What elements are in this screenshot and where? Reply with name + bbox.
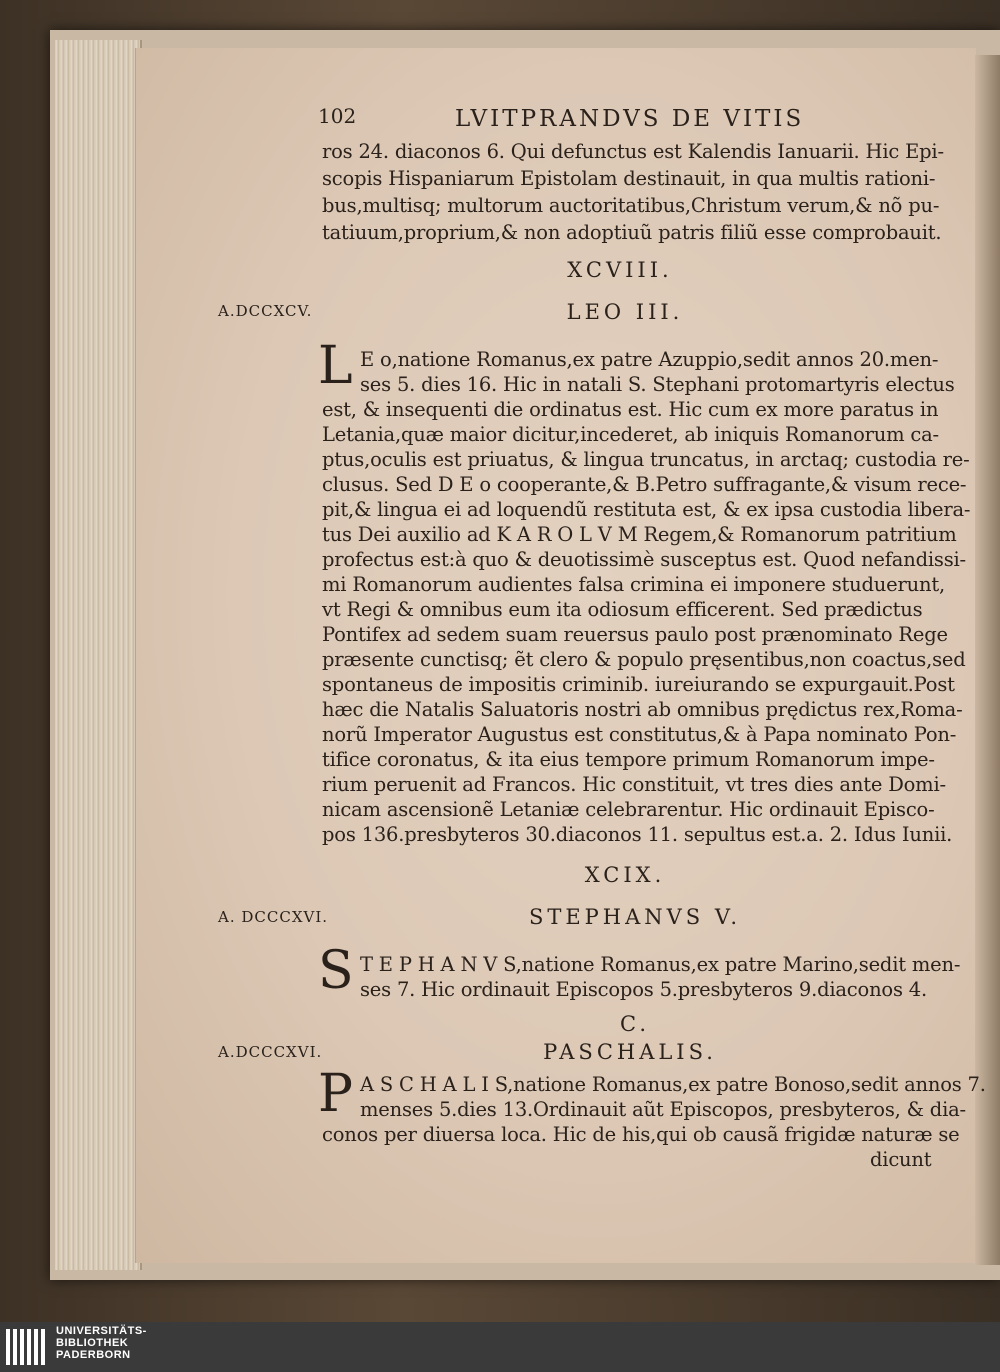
text-line: spontaneus de impositis criminib. iureiurando se expurgauit.Post <box>322 673 955 696</box>
text-line: norũ Imperator Augustus est constitutus,& à Papa nominato Pon- <box>322 723 957 746</box>
text-line: E o,natione Romanus,ex patre Azuppio,sedit annos 20.men- <box>360 348 939 371</box>
text-line: scopis Hispaniarum Epistolam destinauit, in qua multis rationi- <box>322 167 936 190</box>
catchword: dicunt <box>870 1148 932 1171</box>
text-line: ros 24. diaconos 6. Qui defunctus est Kalendis Ianuarii. Hic Epi- <box>322 140 944 163</box>
text-line: Letania,quæ maior dicitur,incederet, ab iniquis Romanorum ca- <box>322 423 939 446</box>
text-line: rium peruenit ad Francos. Hic constituit, vt tres dies ante Domi- <box>322 773 946 796</box>
section-numeral: C. <box>620 1012 650 1036</box>
text-line: pos 136.presbyteros 30.diaconos 11. sepultus est.a. 2. Idus Iunii. <box>322 823 953 846</box>
text-line: tifice coronatus, & ita eius tempore primum Romanorum impe- <box>322 748 935 771</box>
text-line: est, & insequenti die ordinatus est. Hic cum ex more paratus in <box>322 398 939 421</box>
text-line: tatiuum,proprium,& non adoptiuũ patris filiũ esse comprobauit. <box>322 221 942 244</box>
text-line: pit,& lingua ei ad loquendũ restituta est, & ex ipsa custodia libera- <box>322 498 971 521</box>
text-line: Pontifex ad sedem suam reuersus paulo post prænominato Rege <box>322 623 948 646</box>
text-line: mi Romanorum audientes falsa crimina ei imponere studuerunt, <box>322 573 945 596</box>
text-line: nicam ascensionẽ Letaniæ celebrarentur. Hic ordinauit Episco- <box>322 798 935 821</box>
library-name-line: BIBLIOTHEK <box>56 1337 129 1349</box>
text-line: bus,multisq; multorum auctoritatibus,Christum verum,& nõ pu- <box>322 194 940 217</box>
text-line: vt Regi & omnibus eum ita odiosum efficerent. Sed prædictus <box>322 598 923 621</box>
margin-date: A. DCCCXVI. <box>218 908 329 926</box>
page-number: 102 <box>318 104 357 128</box>
library-name-line: UNIVERSITÄTS- <box>56 1325 147 1337</box>
text-line: tus Dei auxilio ad K A R O L V M Regem,& Romanorum patritium <box>322 523 957 546</box>
text-line: A S C H A L I S,natione Romanus,ex patre Bonoso,sedit annos 7. <box>360 1073 986 1096</box>
text-line: ses 5. dies 16. Hic in natali S. Stephani protomartyris electus <box>360 373 955 396</box>
library-name <box>56 1325 147 1361</box>
library-logo-icon <box>6 1327 46 1367</box>
section-name: STEPHANVS V. <box>528 905 742 929</box>
drop-capital: P <box>318 1064 353 1124</box>
drop-capital: S <box>318 941 354 1001</box>
text-line: clusus. Sed D E o cooperante,& B.Petro suffragante,& visum rece- <box>322 473 967 496</box>
text-line: profectus est:à quo & deuotissimè susceptus est. Quod nefandissi- <box>322 548 966 571</box>
section-numeral: XCIX. <box>584 863 666 887</box>
running-title: LVITPRANDVS DE VITIS <box>455 106 805 132</box>
drop-capital: L <box>318 336 353 396</box>
text-line: ptus,oculis est priuatus, & lingua truncatus, in arctaq; custodia re- <box>322 448 970 471</box>
text-line: conos per diuersa loca. Hic de his,qui ob causã frigidæ naturæ se <box>322 1123 960 1146</box>
footer-bar <box>0 1322 1000 1372</box>
text-line: T E P H A N V S,natione Romanus,ex patre Marino,sedit men- <box>360 953 961 976</box>
page-edges <box>55 40 142 1270</box>
text-line: hæc die Natalis Saluatoris nostri ab omnibus prędictus rex,Roma- <box>322 698 963 721</box>
section-numeral: XCVIII. <box>567 258 673 282</box>
margin-date: A.DCCCXVI. <box>218 1043 323 1061</box>
margin-date: A.DCCXCV. <box>218 302 313 320</box>
text-line: menses 5.dies 13.Ordinauit aũt Episcopos, presbyteros, & dia- <box>360 1098 966 1121</box>
text-line: præsente cunctisq; ẽt clero & populo pręsentibus,non coactus,sed <box>322 648 966 671</box>
text-line: ses 7. Hic ordinauit Episcopos 5.presbyteros 9.diaconos 4. <box>360 978 927 1001</box>
section-name: LEO III. <box>566 300 684 324</box>
library-name-line: PADERBORN <box>56 1349 131 1361</box>
section-name: PASCHALIS. <box>543 1040 717 1064</box>
